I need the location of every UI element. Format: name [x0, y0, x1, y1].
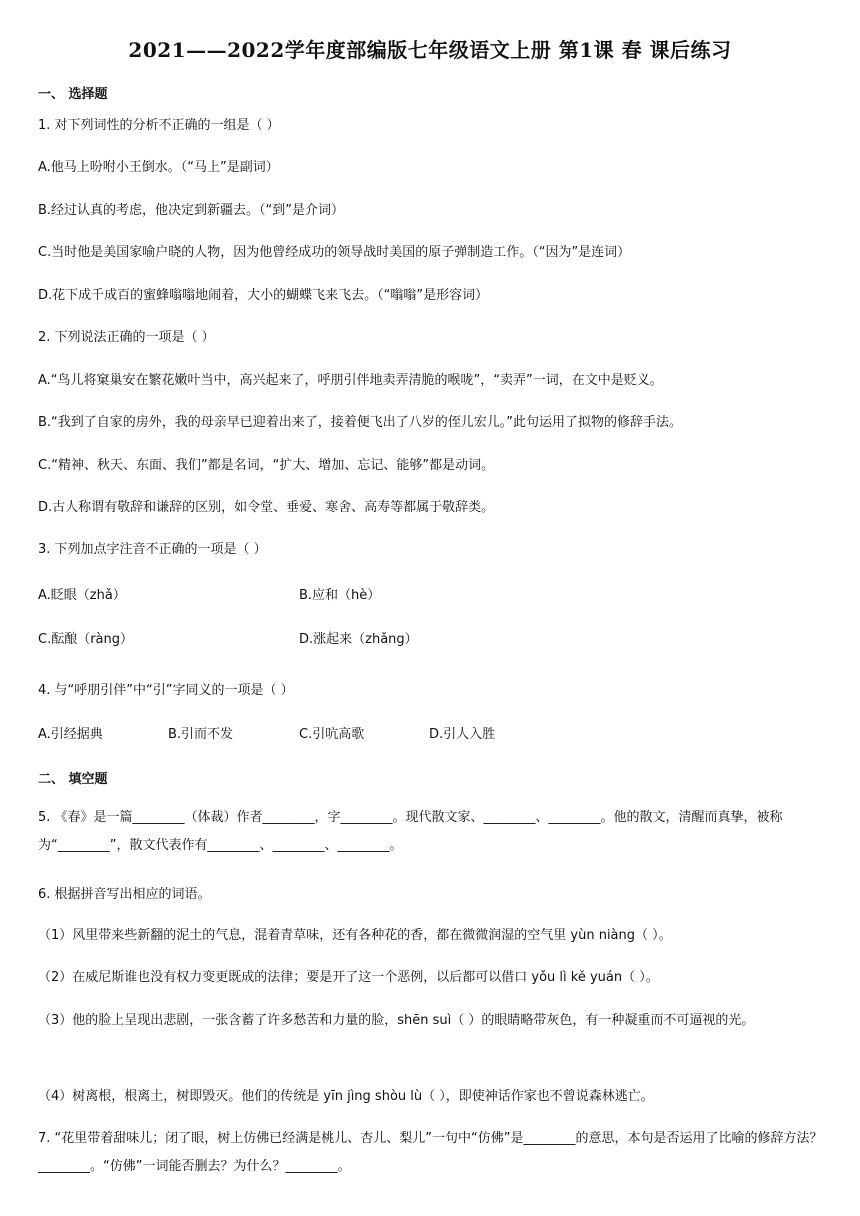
- question-3-option-b: B.应和（hè）: [299, 588, 381, 603]
- question-3-option-d: D.涨起来（zhǎng）: [299, 632, 418, 647]
- question-1-option-c: C.当时他是美国家喻户晓的人物，因为他曾经成功的领导战时美国的原子弹制造工作。（“因为”是连词）: [38, 245, 631, 260]
- page-title: 2021——2022学年度部编版七年级语文上册 第1课 春 课后练习: [128, 38, 732, 62]
- question-6-item-1: （1）风里带来些新翻的泥土的气息，混着青草味，还有各种花的香，都在微微润湿的空气里 yùn niàng（ ）。: [38, 928, 672, 943]
- question-6-item-4: （4）树离根，根离土，树即毁灭。他们的传统是 yīn jìng shòu lù（ ），即使神话作家也不曾说森林逃亡。: [38, 1089, 654, 1104]
- question-2-option-d: D.古人称谓有敬辞和谦辞的区别，如令堂、垂爱、寒舍、高寿等都属于敬辞类。: [38, 500, 495, 515]
- question-7: 7. “花里带着甜味儿；闭了眼，树上仿佛已经满是桃儿、杏儿、梨儿”一句中“仿佛”是________的意思，本句是否运用了比喻的修辞方法？________。“仿佛”一词能否删去？为什么？________。: [38, 1131, 823, 1174]
- question-2-option-b: B.“我到了自家的房外，我的母亲早已迎着出来了，接着便飞出了八岁的侄儿宏儿。”此句运用了拟物的修辞手法。: [38, 415, 683, 430]
- question-4-option-d: D.引人入胜: [429, 727, 496, 742]
- question-4-option-a: A.引经据典: [38, 727, 103, 742]
- question-2-stem: 2. 下列说法正确的一项是（ ）: [38, 330, 215, 345]
- question-4-stem: 4. 与“呼朋引伴”中“引”字同义的一项是（ ）: [38, 683, 294, 698]
- question-6-stem: 6. 根据拼音写出相应的词语。: [38, 887, 211, 902]
- question-5: 5. 《春》是一篇________（体裁）作者________，字________。现代散文家、________、________。他的散文，清醒而真挚，被称为“________”，散文代表作有________、________、________。: [38, 810, 783, 853]
- question-3-stem: 3. 下列加点字注音不正确的一项是（ ）: [38, 542, 267, 557]
- question-3-option-c: C.酝酿（ràng）: [38, 632, 134, 647]
- question-6-item-2: （2）在威尼斯谁也没有权力变更既成的法律；要是开了这一个恶例，以后都可以借口 yǒu lì kě yuán（ ）。: [38, 970, 659, 985]
- question-3-option-a: A.眨眼（zhǎ）: [38, 588, 126, 603]
- section-heading-choice: 一、 选择题: [38, 87, 108, 102]
- question-6-item-3: （3）他的脸上呈现出悲剧，一张含蓄了许多愁苦和力量的脸，shēn suì（ ）的眼睛略带灰色，有一种凝重而不可逼视的光。: [38, 1013, 755, 1028]
- question-1-option-b: B.经过认真的考虑，他决定到新疆去。（“到”是介词）: [38, 203, 345, 218]
- question-1-stem: 1. 对下列词性的分析不正确的一组是（ ）: [38, 118, 280, 133]
- question-1-option-d: D.花下成千成百的蜜蜂嗡嗡地闹着，大小的蝴蝶飞来飞去。（“嗡嗡”是形容词）: [38, 288, 489, 303]
- question-2-option-c: C.“精神、秋天、东面、我们”都是名词，“扩大、增加、忘记、能够”都是动词。: [38, 458, 495, 473]
- question-4-option-b: B.引而不发: [168, 727, 234, 742]
- question-1-option-a: A.他马上吩咐小王倒水。（“马上”是副词）: [38, 160, 279, 175]
- question-4-option-c: C.引吭高歌: [299, 727, 365, 742]
- section-heading-fill: 二、 填空题: [38, 772, 108, 787]
- question-2-option-a: A.“鸟儿将窠巢安在繁花嫩叶当中，高兴起来了，呼朋引伴地卖弄清脆的喉咙”，“卖弄”一词，在文中是贬义。: [38, 373, 663, 388]
